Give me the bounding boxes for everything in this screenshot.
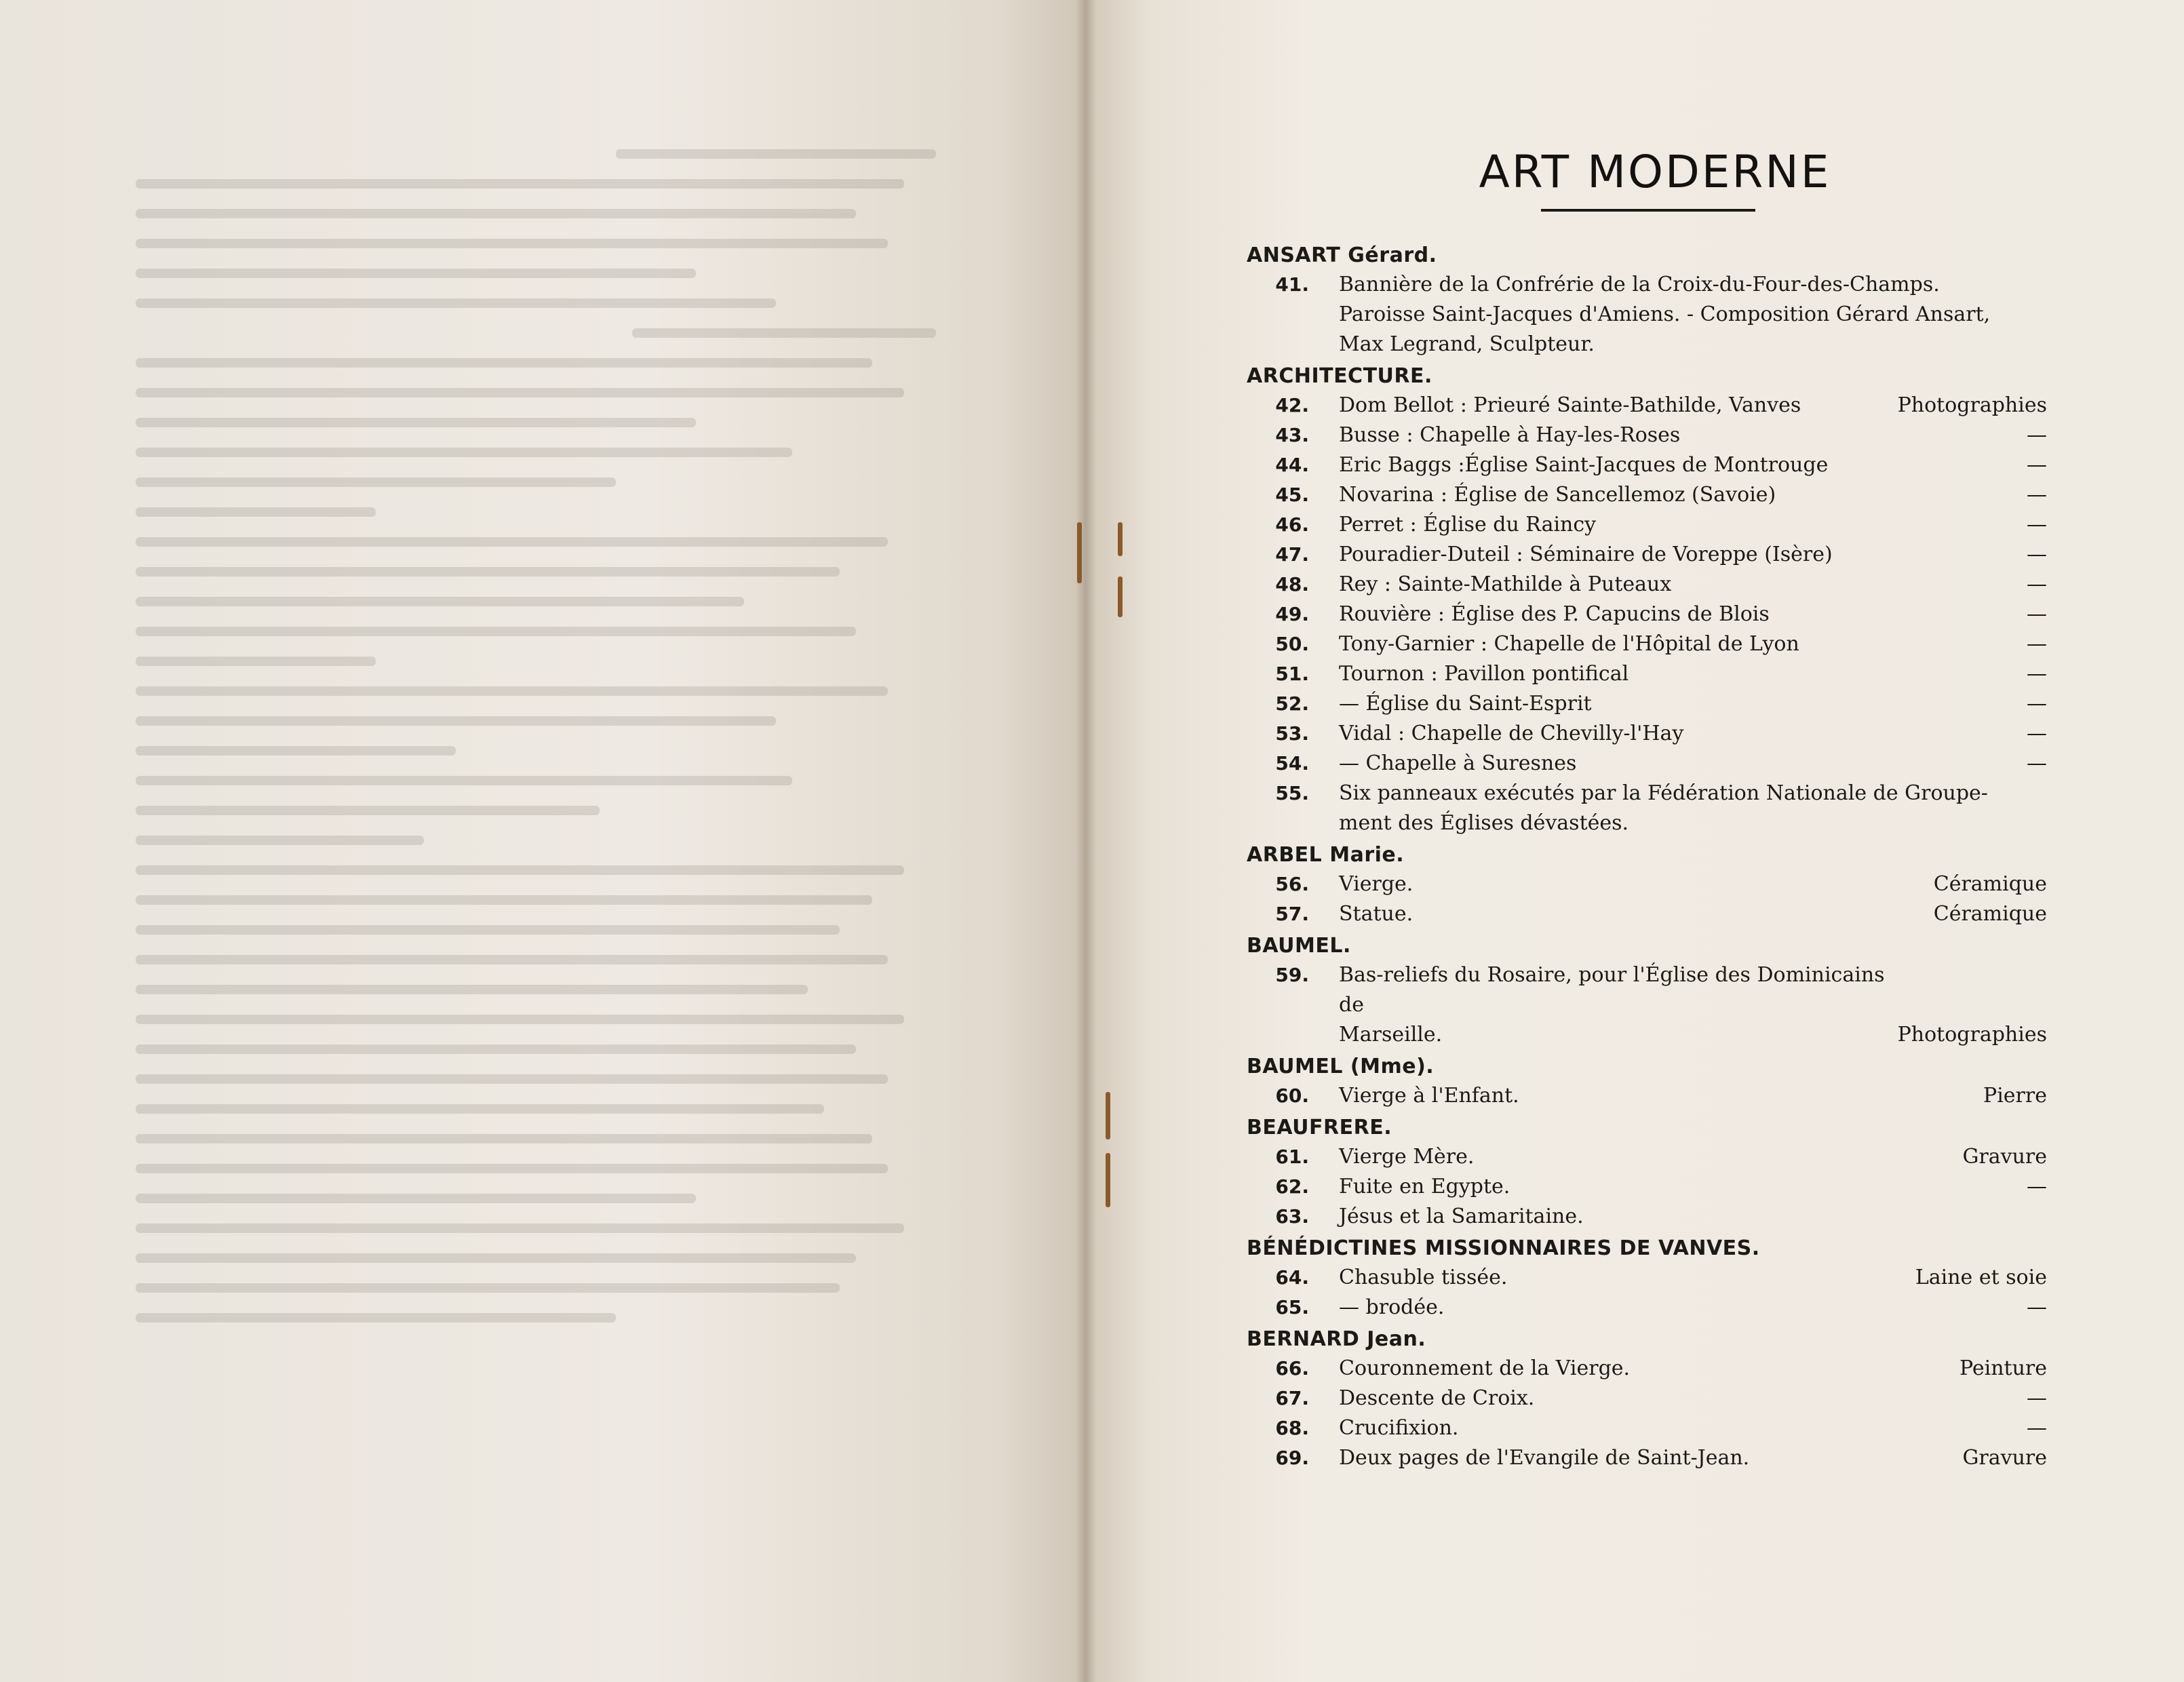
entry-body	[1316, 779, 2047, 838]
entry-medium: —	[2027, 513, 2047, 536]
catalog-entry	[1247, 899, 2047, 929]
entry-body	[1316, 1354, 2047, 1384]
entry-number: 47.	[1275, 543, 1309, 566]
entry-body	[1316, 689, 2047, 719]
entry-number: 42.	[1275, 394, 1309, 416]
entry-body	[1316, 1081, 2047, 1111]
entry-medium: —	[2027, 632, 2047, 656]
entry-medium: —	[2027, 692, 2047, 716]
binding-stitch	[1077, 522, 1082, 583]
entry-description-line: Paroisse Saint-Jacques d'Amiens. - Composition Gérard Ansart,	[1339, 302, 1991, 326]
entry-description: Busse : Chapelle à Hay-les-Roses	[1339, 423, 1681, 447]
entry-number: 60.	[1275, 1084, 1309, 1107]
entry-description-line: Max Legrand, Sculpteur.	[1339, 332, 1595, 356]
entry-description: Statue.	[1339, 902, 1413, 926]
entry-number: 68.	[1275, 1417, 1309, 1439]
entry-number: 62.	[1275, 1175, 1309, 1198]
entry-medium: —	[2027, 1295, 2047, 1319]
catalog-entry	[1247, 1263, 2047, 1293]
title-underline	[1541, 209, 1755, 212]
page-title: ART MODERNE	[1479, 146, 1831, 198]
entry-body	[1316, 960, 2047, 1050]
catalog-entry	[1247, 570, 2047, 600]
entry-medium: Laine et soie	[1915, 1266, 2047, 1289]
catalog-entry	[1247, 480, 2047, 510]
entry-number: 45.	[1275, 484, 1309, 506]
catalog-entry	[1247, 719, 2047, 749]
section-heading: ANSART Gérard.	[1247, 243, 1437, 267]
catalog-entry	[1247, 960, 2047, 1050]
section-heading: ARBEL Marie.	[1247, 843, 1405, 867]
entry-body	[1316, 420, 2047, 450]
entry-number: 51.	[1275, 663, 1309, 685]
entry-medium: —	[2027, 572, 2047, 596]
entry-description-line: Bas-reliefs du Rosaire, pour l'Église des Dominicains de	[1339, 963, 1885, 1017]
section-heading: BAUMEL.	[1247, 934, 1351, 958]
entry-description: Vierge.	[1339, 872, 1413, 896]
entry-medium: —	[2027, 1175, 2047, 1198]
binding-stitch	[1106, 1092, 1110, 1139]
catalog-entry	[1247, 1354, 2047, 1384]
entry-description: Crucifixion.	[1339, 1416, 1459, 1440]
entry-description: Jésus et la Samaritaine.	[1339, 1205, 1584, 1228]
entry-description: Fuite en Egypte.	[1339, 1175, 1510, 1198]
entry-number: 64.	[1275, 1266, 1309, 1289]
catalog-entry	[1247, 1142, 2047, 1172]
entry-description: Tournon : Pavillon pontifical	[1339, 662, 1629, 686]
entry-medium: Céramique	[1933, 872, 2047, 896]
entry-description: Tony-Garnier : Chapelle de l'Hôpital de Lyon	[1339, 632, 1799, 656]
catalog-entry	[1247, 779, 2047, 838]
entry-description: Rouvière : Église des P. Capucins de Blois	[1339, 602, 1770, 626]
catalog-entry	[1247, 1081, 2047, 1111]
entry-description: — brodée.	[1339, 1295, 1445, 1319]
entry-number: 55.	[1275, 782, 1309, 804]
entry-number: 57.	[1275, 903, 1309, 925]
entry-medium: Pierre	[1983, 1084, 2047, 1108]
entry-description: Couronnement de la Vierge.	[1339, 1356, 1631, 1380]
entry-body	[1316, 600, 2047, 629]
entry-description: Novarina : Église de Sancellemoz (Savoie)	[1339, 483, 1776, 507]
entry-medium: Céramique	[1933, 902, 2047, 926]
entry-medium: Gravure	[1962, 1446, 2047, 1470]
entry-number: 41.	[1275, 273, 1309, 296]
catalog-entry	[1247, 540, 2047, 570]
entry-number: 69.	[1275, 1447, 1309, 1469]
entry-medium: —	[2027, 1416, 2047, 1440]
section-heading: BÉNÉDICTINES MISSIONNAIRES DE VANVES.	[1247, 1236, 1760, 1260]
binding-stitch	[1106, 1153, 1110, 1207]
left-page	[0, 0, 1085, 1682]
catalog-entry	[1247, 510, 2047, 540]
entry-description: Vidal : Chapelle de Chevilly-l'Hay	[1339, 722, 1684, 745]
entry-body	[1316, 749, 2047, 779]
catalog-entry	[1247, 1172, 2047, 1202]
catalog-entry	[1247, 600, 2047, 629]
entry-number: 49.	[1275, 603, 1309, 625]
entry-number: 63.	[1275, 1205, 1309, 1228]
entry-body	[1316, 570, 2047, 600]
entry-description: Eric Baggs :Église Saint-Jacques de Montrouge	[1339, 453, 1829, 477]
catalog-entry	[1247, 420, 2047, 450]
entry-medium: Photographies	[1897, 1023, 2047, 1047]
entry-description: — Chapelle à Suresnes	[1339, 751, 1577, 775]
entry-body	[1316, 869, 2047, 899]
entry-number: 52.	[1275, 692, 1309, 715]
entry-body	[1316, 1293, 2047, 1323]
catalog-entry	[1247, 659, 2047, 689]
entry-number: 67.	[1275, 1387, 1309, 1409]
entry-body	[1316, 1263, 2047, 1293]
entry-body	[1316, 629, 2047, 659]
entry-number: 66.	[1275, 1357, 1309, 1380]
section-heading: BERNARD Jean.	[1247, 1327, 1426, 1351]
entry-body	[1316, 719, 2047, 749]
entry-body	[1316, 450, 2047, 480]
entry-number: 54.	[1275, 752, 1309, 775]
entry-medium: —	[2027, 722, 2047, 745]
entry-number: 53.	[1275, 722, 1309, 745]
entry-description: Chasuble tissée.	[1339, 1266, 1508, 1289]
catalog-entry	[1247, 1202, 2047, 1232]
entry-body	[1316, 899, 2047, 929]
binding-gutter	[1076, 0, 1096, 1682]
entry-number: 65.	[1275, 1296, 1309, 1318]
entry-number: 48.	[1275, 573, 1309, 595]
entry-description: Rey : Sainte-Mathilde à Puteaux	[1339, 572, 1672, 596]
entry-number: 46.	[1275, 513, 1309, 536]
entry-medium: Gravure	[1962, 1145, 2047, 1169]
catalog-entry	[1247, 450, 2047, 480]
catalog-entry	[1247, 1293, 2047, 1323]
entry-body	[1316, 391, 2047, 420]
catalog-entry	[1247, 869, 2047, 899]
entry-body	[1316, 540, 2047, 570]
entry-body	[1316, 659, 2047, 689]
entry-description-line: Bannière de la Confrérie de la Croix-du-Four-des-Champs.	[1339, 273, 1940, 296]
catalog-list	[1247, 239, 2047, 1473]
entry-body	[1316, 1443, 2047, 1473]
section-heading: BAUMEL (Mme).	[1247, 1055, 1435, 1078]
entry-description: Dom Bellot : Prieuré Sainte-Bathilde, Vanves	[1339, 393, 1801, 417]
entry-body	[1316, 1384, 2047, 1413]
entry-medium: —	[2027, 483, 2047, 507]
entry-description: Pouradier-Duteil : Séminaire de Voreppe (Isère)	[1339, 543, 1833, 566]
entry-body	[1316, 510, 2047, 540]
entry-number: 44.	[1275, 454, 1309, 476]
binding-stitch	[1118, 576, 1123, 617]
entry-medium: —	[2027, 453, 2047, 477]
entry-body	[1316, 270, 2047, 359]
entry-description: Perret : Église du Raincy	[1339, 513, 1597, 536]
entry-medium: —	[2027, 423, 2047, 447]
catalog-entry	[1247, 1413, 2047, 1443]
catalog-entry	[1247, 1384, 2047, 1413]
entry-number: 56.	[1275, 873, 1309, 895]
catalog-entry	[1247, 749, 2047, 779]
entry-description: Descente de Croix.	[1339, 1386, 1535, 1410]
entry-description-line: Six panneaux exécutés par la Fédération Nationale de Groupe-	[1339, 781, 1988, 805]
entry-description-line: Marseille.	[1339, 1023, 1443, 1047]
entry-number: 59.	[1275, 964, 1309, 986]
catalog-entry	[1247, 270, 2047, 359]
entry-medium: —	[2027, 662, 2047, 686]
entry-body	[1316, 1202, 2047, 1232]
binding-stitch	[1118, 522, 1123, 556]
catalog-entry	[1247, 391, 2047, 420]
entry-body	[1316, 480, 2047, 510]
entry-body	[1316, 1172, 2047, 1202]
entry-body	[1316, 1413, 2047, 1443]
entry-description: Deux pages de l'Evangile de Saint-Jean.	[1339, 1446, 1750, 1470]
catalog-entry	[1247, 629, 2047, 659]
entry-number: 61.	[1275, 1146, 1309, 1168]
entry-number: 43.	[1275, 424, 1309, 446]
entry-description: Vierge Mère.	[1339, 1145, 1475, 1169]
entry-medium: Peinture	[1959, 1356, 2047, 1380]
catalog-entry	[1247, 689, 2047, 719]
entry-description-line: ment des Églises dévastées.	[1339, 811, 1629, 835]
entry-medium: —	[2027, 1386, 2047, 1410]
entry-body	[1316, 1142, 2047, 1172]
entry-description: — Église du Saint-Esprit	[1339, 692, 1592, 716]
entry-number: 50.	[1275, 633, 1309, 655]
entry-medium: —	[2027, 751, 2047, 775]
section-heading: ARCHITECTURE.	[1247, 364, 1432, 388]
entry-description: Vierge à l'Enfant.	[1339, 1084, 1519, 1108]
entry-medium: Photographies	[1897, 393, 2047, 417]
entry-medium: —	[2027, 602, 2047, 626]
entry-medium: —	[2027, 543, 2047, 566]
show-through-text	[136, 149, 936, 1506]
catalog-entry	[1247, 1443, 2047, 1473]
section-heading: BEAUFRERE.	[1247, 1116, 1392, 1139]
